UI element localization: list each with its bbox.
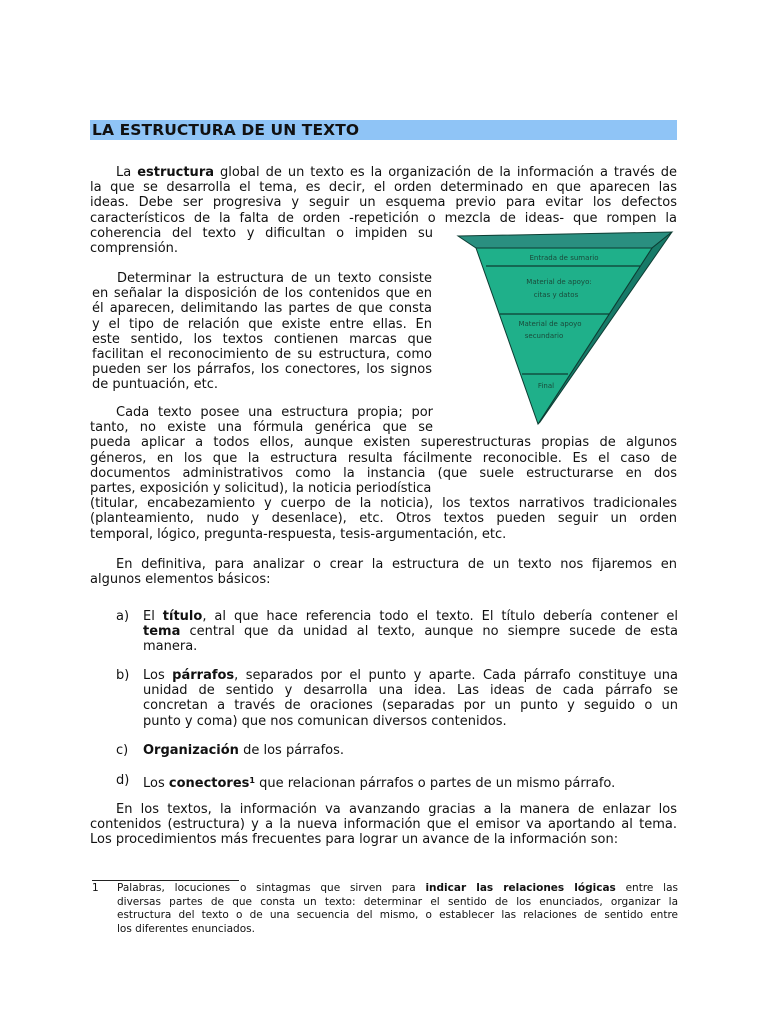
paragraph-1-line: la que se desarrolla el tema, es decir, el orden determinado en que aparecen las [90,180,677,196]
pyramid-level-4: Final [537,382,555,390]
list-label: b) [116,668,130,683]
page-title: LA ESTRUCTURA DE UN TEXTO [92,121,360,139]
paragraph-5-line: contenidos (estructura) y a la nueva información que el emisor va aportando al tema. [90,817,677,833]
footnote-ref: 1 [249,776,255,785]
paragraph-2-line: facilitan el reconocimiento de su estructura, como [92,347,432,363]
paragraph-3-line: temporal, lógico, pregunta-respuesta, tesis-argumentación, etc. [90,526,507,542]
list-text: El título, al que hace referencia todo el texto. El título debería contener el tema central que da unidad al texto, aunque no siempre sucede de esta manera. [143,609,678,655]
pyramid-top-face [458,232,672,248]
paragraph-3-line: pueda aplicar a todos ellos, aunque existen superestructuras propias de algunos [90,435,677,451]
paragraph-3-line: (titular, encabezamiento y cuerpo de la noticia), los textos narrativos tradicionales [90,496,677,512]
paragraph-1-line: ideas. Debe ser progresiva y seguir un esquema previo para evitar los defectos [90,195,677,211]
paragraph-4 [90,557,677,587]
paragraph-3-line: géneros, en los que la estructura resulta fácilmente reconocible. Es el caso de [90,450,677,466]
paragraph-5-line: Los procedimientos más frecuentes para lograr un avance de la información son: [90,832,619,848]
pyramid-level-2b: citas y datos [533,291,579,299]
paragraph-4-line: algunos elementos básicos: [90,572,271,588]
paragraph-3-line: (planteamiento, nudo y desenlace), etc. Otros textos pueden seguir un orden [90,511,677,527]
paragraph-3-line: tanto, no existe una fórmula genérica que se [90,420,433,436]
footnote-separator [92,880,239,881]
paragraph-1-line: característicos de la falta de orden -repetición o mezcla de ideas- que rompen la [90,210,677,226]
paragraph-4-line: En definitiva, para analizar o crear la estructura de un texto nos fijaremos en [116,557,677,572]
list-label: d) [116,773,130,788]
paragraph-1-line: coherencia del texto y dificultan o impiden su [90,225,433,241]
paragraph-2-line: este sentido, los textos contienen marcas que [92,331,432,347]
paragraph-3-line: documentos administrativos como la instancia (que suele estructurarse en dos [90,465,677,481]
paragraph-3-line: partes, exposición y solicitud), la noticia periodística [90,481,432,497]
paragraph-2-line: de puntuación, etc. [92,377,219,393]
pyramid-level-3a: Material de apoyo [518,320,582,328]
paragraph-5 [90,802,677,848]
list-label: a) [116,609,130,624]
pyramid-level-1: Entrada de sumario [529,254,599,262]
paragraph-2-line: él aparecen, delimitando las partes de que consta [92,301,432,317]
inverted-pyramid-diagram [456,228,674,428]
paragraph-1-line: La estructura global de un texto es la organización de la información a través de [116,165,678,180]
list-text: Los párrafos, separados por el punto y aparte. Cada párrafo constituye una unidad de sentido y desarrolla una idea. Las ideas de cada párrafo se concretan a través de oraciones (separadas por un punto y seguido o un punto y coma) que nos comunican diversos contenidos. [143,668,678,729]
list-text: Organización de los párrafos. [143,743,345,758]
footnote-text: Palabras, locuciones o sintagmas que sirven para indicar las relaciones lógicas entre las diversas partes de que consta un texto: determinar el sentido de los enunciados, organizar la estructura del texto o de una secuencia del mismo, o establecer las relaciones de sentido entre los diferentes enunciados. [117,882,679,935]
paragraph-2-line: pueden ser los párrafos, los conectores, los signos [92,362,432,378]
paragraph-2-line: y el tipo de relación que existe entre ellas. En [92,316,432,332]
pyramid-level-3b: secundario [524,332,564,340]
paragraph-3-line: Cada texto posee una estructura propia; por [116,405,433,420]
paragraph-5-line: En los textos, la información va avanzando gracias a la manera de enlazar los [116,802,677,817]
paragraph-2 [92,271,432,393]
list-label: c) [116,743,129,758]
paragraph-2-line: en señalar la disposición de los contenidos que en [92,286,432,302]
list-text: Los conectores$^1$ que relacionan párrafos o partes de un mismo párrafo. [143,776,616,791]
paragraph-1-line: comprensión. [90,241,179,257]
pyramid-level-2a: Material de apoyo: [526,278,592,286]
title-bar [90,120,677,140]
footnote-number: 1 [92,882,99,894]
pyramid-front-face [476,248,652,424]
paragraph-2-line: Determinar la estructura de un texto consiste [117,271,432,286]
